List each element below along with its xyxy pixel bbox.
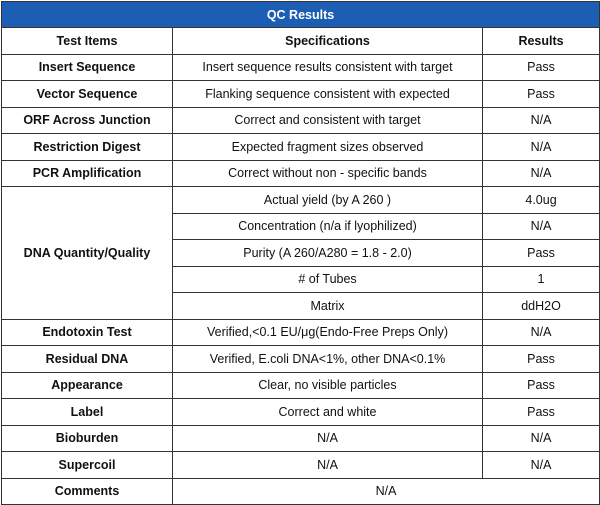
row-spec: # of Tubes <box>173 266 483 293</box>
table-row <box>2 160 600 187</box>
row-result: Pass <box>483 346 600 373</box>
table-row <box>2 372 600 399</box>
row-result: N/A <box>483 452 600 479</box>
row-item: Endotoxin Test <box>2 319 173 346</box>
table-row <box>2 134 600 161</box>
row-item: Label <box>2 399 173 426</box>
table-row <box>2 452 600 479</box>
row-result: Pass <box>483 372 600 399</box>
header-test-items: Test Items <box>2 28 173 55</box>
row-result: ddH2O <box>483 293 600 320</box>
row-result: 4.0ug <box>483 187 600 214</box>
row-item: PCR Amplification <box>2 160 173 187</box>
row-spec: Expected fragment sizes observed <box>173 134 483 161</box>
row-result: N/A <box>483 213 600 240</box>
header-results: Results <box>483 28 600 55</box>
row-result: Pass <box>483 399 600 426</box>
row-spec: Verified,<0.1 EU/μg(Endo-Free Preps Only) <box>173 319 483 346</box>
row-result: N/A <box>483 425 600 452</box>
row-result: N/A <box>483 107 600 134</box>
comments-row <box>2 478 600 505</box>
table-row <box>2 107 600 134</box>
qc-results-table <box>1 1 600 505</box>
row-item: Vector Sequence <box>2 81 173 108</box>
row-result: Pass <box>483 240 600 267</box>
row-result: 1 <box>483 266 600 293</box>
row-item: Bioburden <box>2 425 173 452</box>
table-row <box>2 54 600 81</box>
title-row <box>2 2 600 28</box>
comments-label: Comments <box>2 478 173 505</box>
row-spec: Flanking sequence consistent with expected <box>173 81 483 108</box>
row-item: Insert Sequence <box>2 54 173 81</box>
row-spec: Verified, E.coli DNA<1%, other DNA<0.1% <box>173 346 483 373</box>
row-item: Restriction Digest <box>2 134 173 161</box>
row-spec: Insert sequence results consistent with target <box>173 54 483 81</box>
row-spec: Actual yield (by A 260 ) <box>173 187 483 214</box>
table-row <box>2 346 600 373</box>
row-result: N/A <box>483 160 600 187</box>
table-row <box>2 187 600 214</box>
dna-group-item: DNA Quantity/Quality <box>2 187 173 320</box>
row-item: Residual DNA <box>2 346 173 373</box>
row-item: Appearance <box>2 372 173 399</box>
table-row <box>2 399 600 426</box>
row-spec: Matrix <box>173 293 483 320</box>
row-spec: Correct and consistent with target <box>173 107 483 134</box>
table-row <box>2 425 600 452</box>
row-spec: Purity (A 260/A280 = 1.8 - 2.0) <box>173 240 483 267</box>
row-result: N/A <box>483 319 600 346</box>
row-spec: Correct and white <box>173 399 483 426</box>
comments-value: N/A <box>173 478 600 505</box>
row-item: ORF Across Junction <box>2 107 173 134</box>
header-specifications: Specifications <box>173 28 483 55</box>
row-spec: Clear, no visible particles <box>173 372 483 399</box>
table-row <box>2 81 600 108</box>
row-spec: N/A <box>173 425 483 452</box>
row-result: N/A <box>483 134 600 161</box>
row-item: Supercoil <box>2 452 173 479</box>
row-result: Pass <box>483 54 600 81</box>
table-title: QC Results <box>2 2 600 28</box>
row-spec: Concentration (n/a if lyophilized) <box>173 213 483 240</box>
row-spec: Correct without non - specific bands <box>173 160 483 187</box>
row-result: Pass <box>483 81 600 108</box>
header-row <box>2 28 600 55</box>
table-row <box>2 319 600 346</box>
row-spec: N/A <box>173 452 483 479</box>
